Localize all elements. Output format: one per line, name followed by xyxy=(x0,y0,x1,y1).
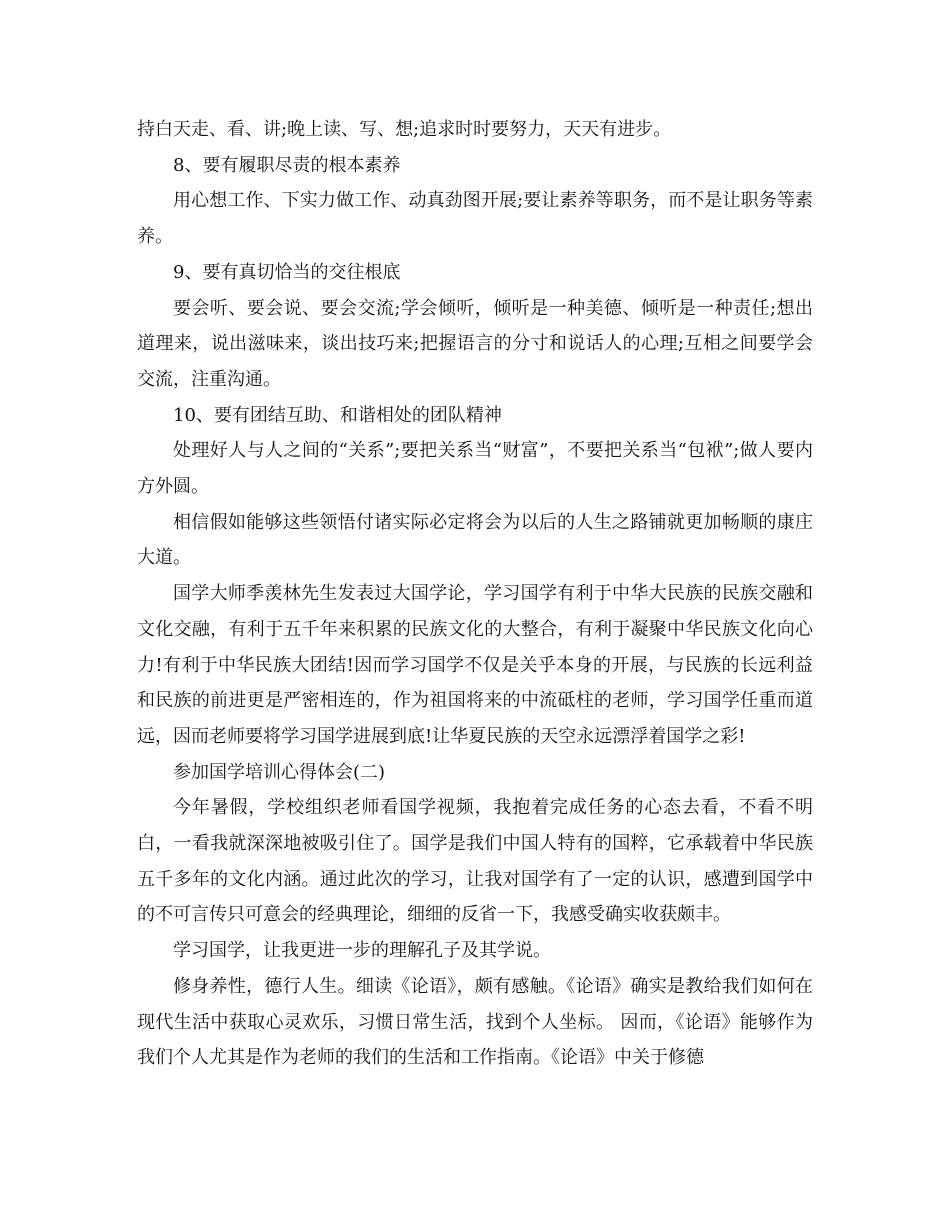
paragraph: 用心想工作、下实力做工作、动真劲图开展;要让素养等职务，而不是让职务等素养。 xyxy=(137,190,813,248)
paragraph: 处理好人与人之间的“关系”;要把关系当“财富”，不要把关系当“包袱”;做人要内方外圆。 xyxy=(137,440,813,498)
paragraph: 国学大师季羡林先生发表过大国学论，学习国学有利于中华大民族的民族交融和文化交融，有利于五千年来积累的民族文化的大整合，有利于凝聚中华民族文化向心力!有利于中华民族大团结!因而学习国学不仅是关乎本身的开展，与民族的长远利益和民族的前进更是严密相连的，作为祖国将来的中流砥柱的老师，学习国学任重而道远，因而老师要将学习国学进展到底!让华夏民族的天空永远漂浮着国学之彩! xyxy=(137,583,813,747)
paragraph: 修身养性，德行人生。细读《论语》，颇有感触。《论语》确实是教给我们如何在现代生活中获取心灵欢乐，习惯日常生活，找到个人坐标。 因而，《论语》能够作为我们个人尤其是作为老师的我们的生活和工作指南。《论语》中关于修德 xyxy=(137,975,813,1069)
section-title: 参加国学培训心得体会(二) xyxy=(173,761,386,783)
paragraph: 相信假如能够这些领悟付诸实际必定将会为以后的人生之路铺就更加畅顺的康庄大道。 xyxy=(137,511,813,569)
paragraph: 要会听、要会说、要会交流;学会倾听，倾听是一种美德、倾听是一种责任;想出道理来，说出滋味来，谈出技巧来;把握语言的分寸和说话人的心理;互相之间要学会交流，注重沟通。 xyxy=(137,297,813,390)
paragraph-continued: 持白天走、看、讲;晚上读、写、想;追求时时要努力，天天有进步。 xyxy=(137,119,672,140)
document-body xyxy=(137,112,813,1076)
heading-item-8: 8、要有履职尽责的根本素养 xyxy=(173,154,401,176)
paragraph: 今年暑假，学校组织老师看国学视频，我抱着完成任务的心态去看，不看不明白，一看我就深深地被吸引住了。国学是我们中国人特有的国粹，它承载着中华民族五千多年的文化内涵。通过此次的学习，让我对国学有了一定的认识，感遭到国学中的不可言传只可意会的经典理论，细细的反省一下，我感受确实收获颇丰。 xyxy=(137,797,813,926)
heading-item-10: 10、要有团结互助、和谐相处的团队精神 xyxy=(173,404,502,426)
paragraph: 学习国学，让我更进一步的理解孔子及其学说。 xyxy=(173,940,551,962)
heading-item-9: 9、要有真切恰当的交往根底 xyxy=(173,261,401,283)
